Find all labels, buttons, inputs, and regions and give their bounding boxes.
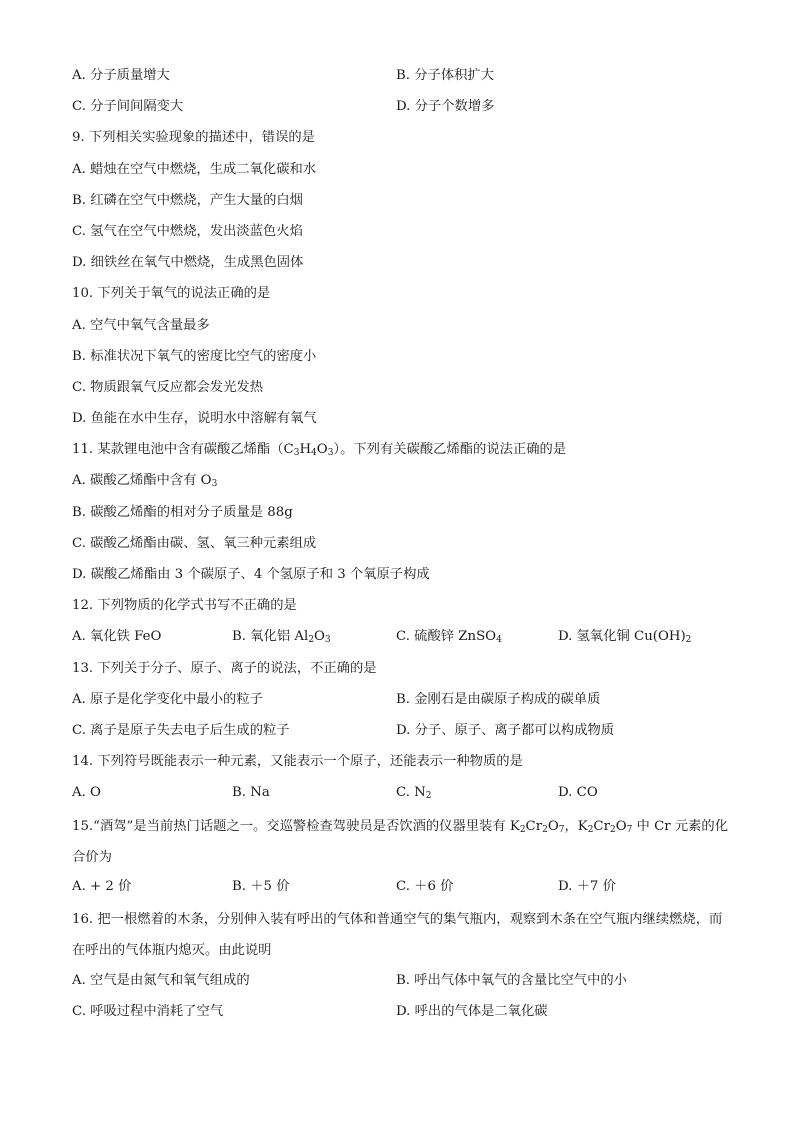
q16-option-d: D. 呼出的气体是二氧化碳	[396, 1003, 548, 1019]
q16-options-row-1	[72, 967, 732, 998]
q12-option-c	[396, 623, 502, 650]
q13-option-c: C. 离子是原子失去电子后生成的粒子	[72, 722, 290, 738]
q11-option-d: D. 碳酸乙烯酯由 3 个碳原子、4 个氢原子和 3 个氧原子构成	[72, 567, 430, 582]
q10-stem: 10. 下列关于氧气的说法正确的是	[72, 286, 271, 302]
q12-option-b	[232, 623, 331, 650]
q11-option-b: B. 碳酸乙烯酯的相对分子质量是 88g	[72, 504, 293, 520]
q12-option-c-text: C. 硫酸锌 ZnSO	[396, 629, 497, 645]
q12-subscript: 2	[685, 635, 692, 646]
q16-option-a: A. 空气是由氮气和氧气组成的	[72, 972, 250, 988]
q15-formula-part: O	[615, 818, 627, 834]
q8-options-row-1	[72, 62, 732, 93]
q14-option-b: B. Na	[232, 785, 270, 801]
q13-stem: 13. 下列关于分子、原子、离子的说法，不正确的是	[72, 660, 377, 676]
q14-option-a: A. O	[72, 785, 101, 801]
q10-option-d: D. 鱼能在水中生存，说明水中溶解有氧气	[72, 411, 317, 427]
q8-option-c: C. 分子间间隔变大	[72, 99, 184, 115]
q12-options-row	[72, 623, 732, 654]
q15-formula-part: O	[547, 818, 559, 834]
q15-option-a: A. + 2 价	[72, 878, 132, 894]
q11-subscript: 4	[311, 448, 317, 459]
q13-option-b: B. 金刚石是由碳原子构成的碳单质	[396, 691, 601, 707]
q14-option-c	[396, 779, 432, 806]
q12-formula-part: O	[313, 629, 325, 645]
q15-formula-part: Cr	[593, 818, 610, 834]
q15-subscript: 2	[609, 824, 616, 835]
q13-options-row-1	[72, 686, 732, 717]
q12-option-d-text: D. 氢氧化铜 Cu(OH)	[558, 629, 686, 645]
q9-stem: 9. 下列相关实验现象的描述中，错误的是	[72, 130, 315, 146]
q14-option-c-text: C. N	[396, 785, 426, 801]
q16-option-b: B. 呼出气体中氧气的含量比空气中的小	[396, 972, 627, 988]
q8-option-a: A. 分子质量增大	[72, 68, 170, 83]
q16-option-c: C. 呼吸过程中消耗了空气	[72, 1003, 224, 1019]
q9-option-c: C. 氢气在空气中燃烧，发出淡蓝色火焰	[72, 223, 303, 239]
q12-option-b-text: B. 氧化铝 Al	[232, 629, 309, 645]
q9-option-a: A. 蜡烛在空气中燃烧，生成二氧化碳和水	[72, 161, 317, 177]
q16-options-row-2	[72, 998, 732, 1029]
q11-formula-part: H	[299, 442, 312, 458]
q11-subscript: 3	[293, 448, 300, 459]
q13-option-d: D. 分子、原子、离子都可以构成物质	[396, 722, 615, 738]
q15-stem-text: 15.“酒驾”是当前热门话题之一。交巡警检查驾驶员是否饮酒的仪器里装有 K	[72, 818, 520, 834]
q15-formula-part: ，K	[564, 818, 588, 834]
q11-option-a	[72, 467, 732, 498]
q13-option-a: A. 原子是化学变化中最小的粒子	[72, 691, 263, 707]
q15-options-row	[72, 873, 732, 904]
q15-stem-text: 中 Cr 元素的化合价为	[72, 818, 729, 865]
exam-page	[72, 62, 732, 1029]
q11-stem	[72, 436, 732, 467]
q15-subscript: 2	[542, 824, 548, 835]
q12-option-a: A. 氧化铁 FeO	[72, 629, 162, 645]
q11-stem-text: ）。下列有关碳酸乙烯酯的说法正确的是	[333, 442, 567, 458]
q9-option-b: B. 红磷在空气中燃烧，产生大量的白烟	[72, 192, 303, 208]
q14-options-row	[72, 779, 732, 810]
q12-option-d	[558, 623, 691, 650]
q8-options-row-2	[72, 93, 732, 124]
q15-subscript: 7	[626, 824, 633, 835]
q15-formula-part: Cr	[525, 818, 543, 834]
q15-option-c: C. ＋6 价	[396, 878, 454, 894]
q9-option-d: D. 细铁丝在氧气中燃烧，生成黑色固体	[72, 255, 304, 271]
q11-formula-part: O	[316, 442, 328, 458]
q12-subscript: 4	[496, 635, 502, 646]
q12-stem: 12. 下列物质的化学式书写不正确的是	[72, 598, 297, 614]
q12-subscript: 3	[324, 635, 331, 646]
q8-option-d: D. 分子个数增多	[396, 99, 495, 115]
q10-option-c: C. 物质跟氧气反应都会发光发热	[72, 379, 264, 395]
q11-stem-text: 11. 某款锂电池中含有碳酸乙烯酯（C	[72, 442, 294, 458]
q14-stem: 14. 下列符号既能表示一种元素，又能表示一个原子，还能表示一种物质的是	[72, 754, 523, 770]
q16-stem: 16. 把一根燃着的木条，分别伸入装有呼出的气体和普通空气的集气瓶内，观察到木条在空气瓶内继续燃烧，而在呼出的气体瓶内熄灭。由此说明	[72, 912, 723, 959]
q15-option-b: B. ＋5 价	[232, 878, 290, 894]
q11-subscript: 3	[211, 479, 218, 490]
q11-option-a-text: A. 碳酸乙烯酯中含有 O	[72, 473, 212, 489]
q15-subscript: 2	[519, 824, 526, 835]
q13-options-row-2	[72, 717, 732, 748]
q10-option-b: B. 标准状况下氧气的密度比空气的密度小	[72, 348, 317, 364]
q10-option-a: A. 空气中氧气含量最多	[72, 317, 210, 333]
q15-subscript: 7	[558, 824, 565, 835]
q15-subscript: 2	[587, 824, 594, 835]
q12-subscript: 2	[308, 635, 314, 646]
q14-subscript: 2	[425, 791, 432, 802]
q8-option-b: B. 分子体积扩大	[396, 68, 495, 83]
q15-option-d: D. ＋7 价	[558, 878, 616, 894]
q11-option-c: C. 碳酸乙烯酯由碳、氢、氧三种元素组成	[72, 535, 317, 551]
q11-subscript: 3	[327, 448, 334, 459]
q15-stem	[72, 811, 732, 873]
q14-option-d: D. CO	[558, 785, 598, 801]
